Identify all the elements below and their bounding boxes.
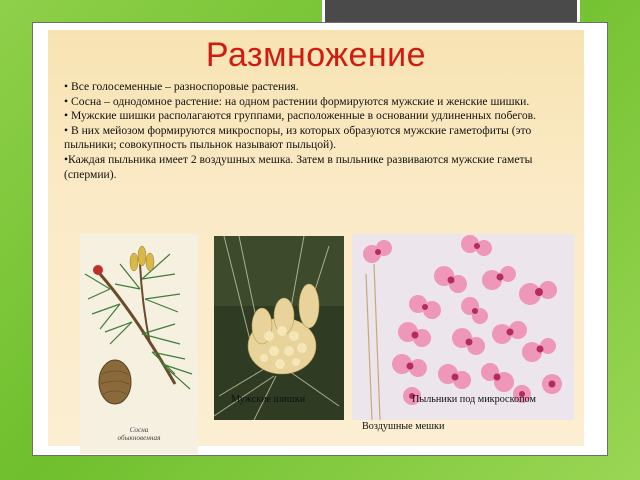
caption-male-cones: Мужские шишки xyxy=(231,394,306,405)
slide xyxy=(48,30,584,446)
bullet-item: • Мужские шишки располагаются группами, расположенные в основании удлиненных побегов. xyxy=(64,109,536,123)
male-cones-image xyxy=(214,236,344,420)
pollen-grains-image xyxy=(352,234,574,420)
bullet-list xyxy=(64,80,574,182)
slide-title: Размножение xyxy=(205,36,427,74)
bullet-item: • Сосна – однодомное растение: на одном растении формируются мужские и женские шишки. xyxy=(64,94,530,108)
pine-branch-illustration xyxy=(80,234,198,454)
bullet-item: • В них мейозом формируются микроспоры, из которых образуются мужские гаметофиты (это пыльники; совокупность пыльнок называют пыльцой). xyxy=(64,123,532,152)
drawing-caption-name: Сосна xyxy=(129,426,149,434)
pine-branch-drawing xyxy=(80,234,198,424)
bullet-item: •Каждая пыльника имеет 2 воздушных мешка. Затем в пыльнике развиваются мужские гаметы (спермии). xyxy=(64,152,533,181)
male-cones-photo xyxy=(214,236,344,420)
drawing-caption-species: обыкновенная xyxy=(117,434,161,442)
caption-pollen: Пыльники под микроскопом xyxy=(412,394,536,405)
bullet-item: • Все голосеменные – разноспоровые растения. xyxy=(64,80,299,93)
caption-air-sacs: Воздушные мешки xyxy=(362,421,445,432)
pollen-microscope-photo xyxy=(352,234,574,420)
